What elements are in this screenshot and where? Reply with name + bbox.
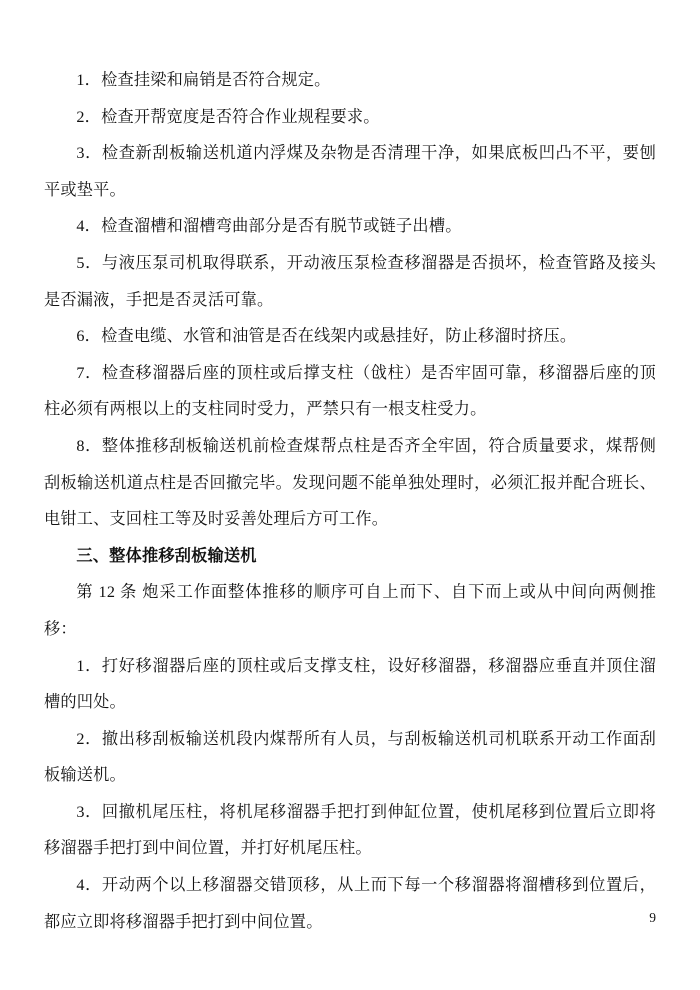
document-body — [44, 62, 656, 940]
paragraph: 3．检查新刮板输送机道内浮煤及杂物是否清理干净，如果底板凹凸不平，要刨平或垫平。 — [44, 144, 656, 199]
paragraph: 2．检查开帮宽度是否符合作业规程要求。 — [76, 107, 380, 126]
paragraph: 6．检查电缆、水管和油管是否在线架内或悬挂好，防止移溜时挤压。 — [76, 327, 577, 346]
paragraph: 4．开动两个以上移溜器交错顶移，从上而下每一个移溜器将溜槽移到位置后，都应立即将移溜器手把打到中间位置。 — [44, 876, 656, 931]
section-heading: 三、整体推移刮板输送机 — [76, 546, 257, 565]
paragraph: 3．回撤机尾压柱，将机尾移溜器手把打到伸缸位置，使机尾移到位置后立即将移溜器手把打到中间位置，并打好机尾压柱。 — [44, 802, 656, 858]
paragraph: 1．打好移溜器后座的顶柱或后支撑支柱，设好移溜器，移溜器应垂直并顶住溜槽的凹处。 — [44, 656, 656, 712]
paragraph: 5．与液压泵司机取得联系，开动液压泵检查移溜器是否损坏，检查管路及接头是否漏液，手把是否灵活可靠。 — [44, 253, 656, 309]
paragraph: 2．撤出移刮板输送机段内煤帮所有人员，与刮板输送机司机联系开动工作面刮板输送机。 — [44, 729, 656, 785]
page-number: 9 — [649, 910, 656, 925]
paragraph: 第 12 条 炮采工作面整体推移的顺序可自上而下、自下而上或从中间向两侧推移： — [44, 583, 656, 638]
paragraph: 4．检查溜槽和溜槽弯曲部分是否有脱节或链子出槽。 — [76, 217, 462, 236]
paragraph: 1．检查挂梁和扁销是否符合规定。 — [76, 71, 331, 89]
paragraph: 7．检查移溜器后座的顶柱或后撑支柱（戗柱）是否牢固可靠，移溜器后座的顶柱必须有两根以上的支柱同时受力，严禁只有一根支柱受力。 — [44, 363, 656, 419]
paragraph: 8．整体推移刮板输送机前检查煤帮点柱是否齐全牢固，符合质量要求，煤帮侧刮板输送机道点柱是否回撤完毕。发现问题不能单独处理时，必须汇报并配合班长、电钳工、支回柱工等及时妥善处理后方可工作。 — [44, 436, 656, 529]
